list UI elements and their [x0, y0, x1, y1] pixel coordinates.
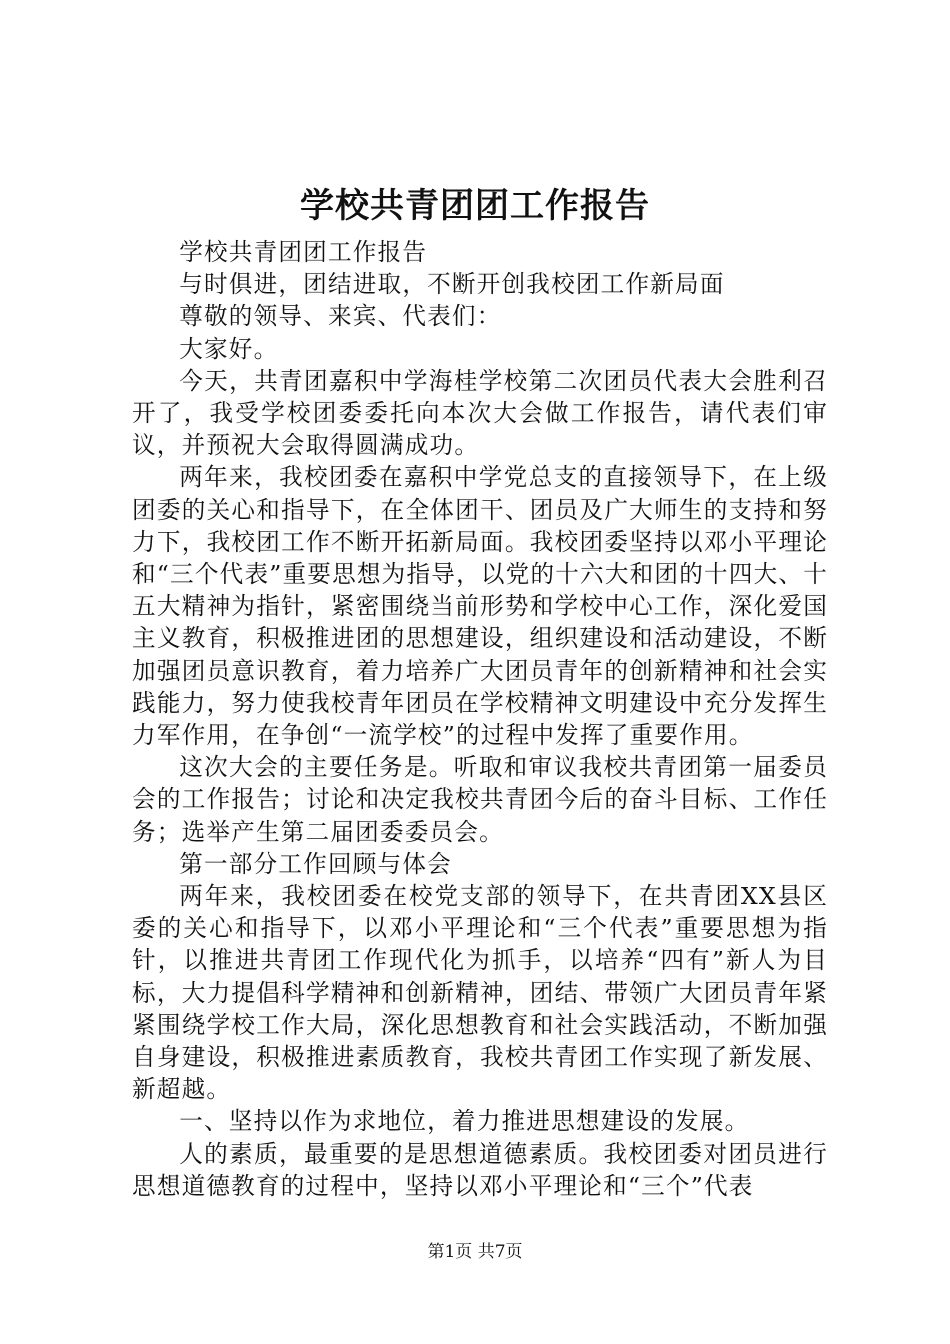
- paragraph: 人的素质，最重要的是思想道德素质。我校团委对团员进行思想道德教育的过程中，坚持以邓小平理论和“三个”代表: [132, 1139, 828, 1200]
- paragraph: 大家好。: [179, 334, 279, 363]
- paragraph: 这次大会的主要任务是。听取和审议我校共青团第一届委员会的工作报告；讨论和决定我校共青团今后的奋斗目标、工作任务；选举产生第二届团委委员会。: [132, 753, 828, 846]
- paragraph: 学校共青团团工作报告: [179, 238, 428, 266]
- paragraph: 两年来，我校团委在嘉积中学党总支的直接领导下，在上级团委的关心和指导下，在全体团干、团员及广大师生的支持和努力下，我校团工作不断开拓新局面。我校团委坚持以邓小平理论和“三个代表”重要思想为指导，以党的十六大和团的十四大、十五大精神为指针，紧密围绕当前形势和学校中心工作，深化爱国主义教育，积极推进团的思想建设，组织建设和活动建设，不断加强团员意识教育，着力培养广大团员青年的创新精神和社会实践能力，努力使我校青年团员在学校精神文明建设中充分发挥生力军作用，在争创“一流学校”的过程中发挥了重要作用。: [132, 463, 828, 750]
- paragraph: 尊敬的领导、来宾、代表们：: [179, 302, 502, 331]
- document-body: [132, 236, 828, 1202]
- paragraph: 与时俱进，团结进取，不断开创我校团工作新局面: [179, 270, 725, 299]
- document-title: 学校共青团团工作报告: [300, 186, 650, 226]
- section-heading: 第一部分工作回顾与体会: [179, 849, 452, 878]
- paragraph: 两年来，我校团委在校党支部的领导下，在共青团XX县区委的关心和指导下，以邓小平理论和“三个代表”重要思想为指针，以推进共青团工作现代化为抓手，以培养“四有”新人为目标，大力提倡科学精神和创新精神，团结、带领广大团员青年紧紧围绕学校工作大局，深化思想教育和社会实践活动，不断加强自身建设，积极推进素质教育，我校共青团工作实现了新发展、新超越。: [132, 882, 828, 1104]
- paragraph: 今天，共青团嘉积中学海桂学校第二次团员代表大会胜利召开了，我受学校团委委托向本次大会做工作报告，请代表们审议，并预祝大会取得圆满成功。: [132, 366, 828, 460]
- page-footer: 第1页 共7页: [427, 1242, 523, 1262]
- subsection-heading: 一、坚持以作为求地位，着力推进思想建设的发展。: [179, 1107, 750, 1136]
